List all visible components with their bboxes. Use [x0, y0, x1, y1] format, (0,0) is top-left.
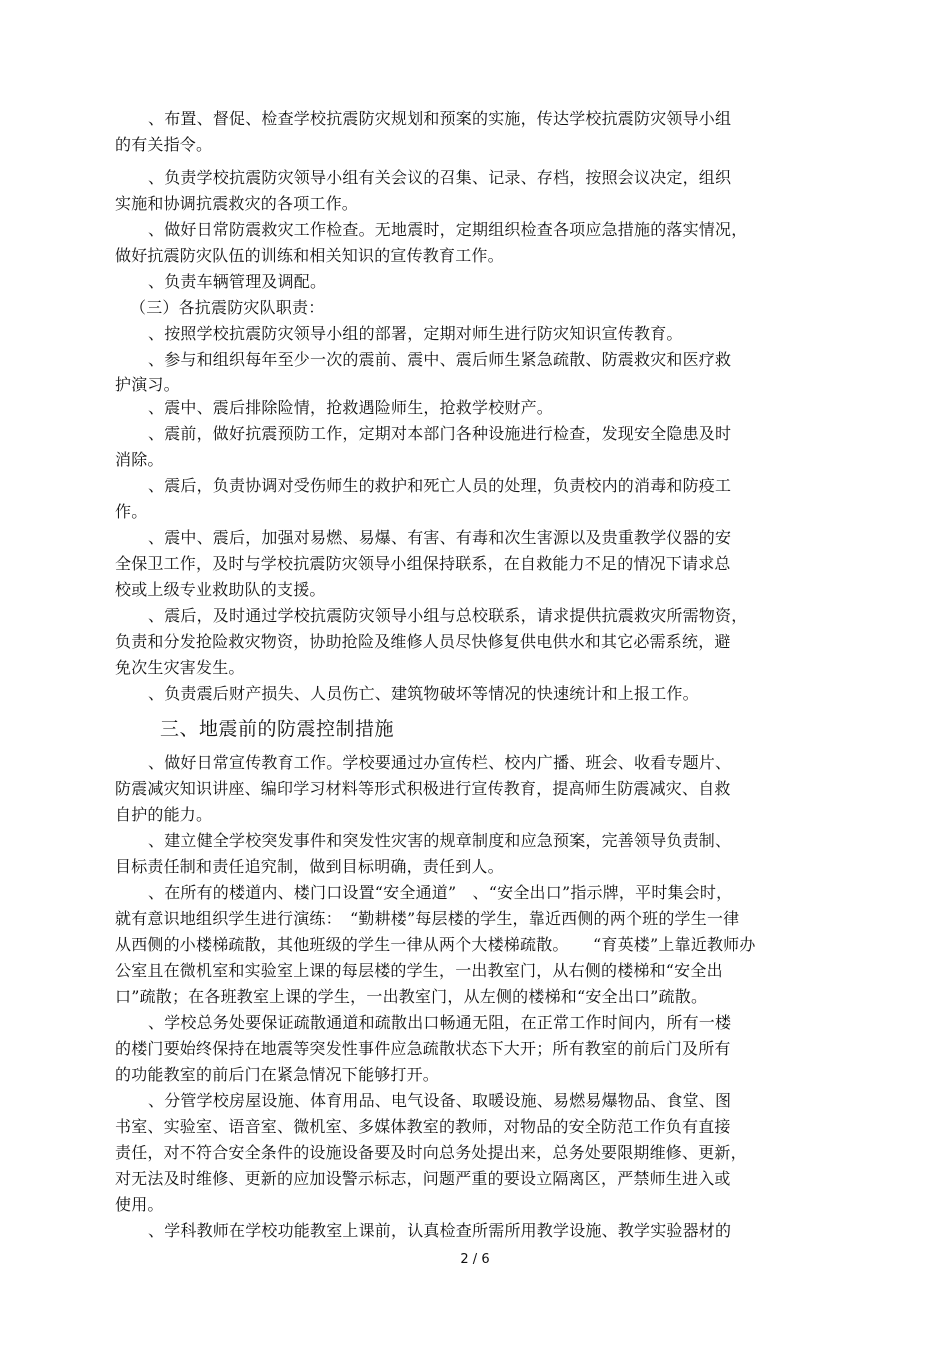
paragraph-line: 责任，对不符合安全条件的设施设备要及时向总务处提出来，总务处要限期维修、更新，	[115, 1143, 747, 1162]
paragraph-line: 、负责学校抗震防灾领导小组有关会议的召集、记录、存档，按照会议决定，组织	[148, 168, 732, 187]
paragraph-line: 、做好日常宣传教育工作。学校要通过办宣传栏、校内广播、班会、收看专题片、	[148, 753, 732, 772]
paragraph-line: 的有关指令。	[115, 135, 213, 154]
paragraph-line: 公室且在微机室和实验室上课的每层楼的学生，一出教室门，从右侧的楼梯和“安全出	[115, 961, 723, 980]
paragraph-line: 、震中、震后排除险情，抢救遇险师生，抢救学校财产。	[148, 398, 554, 417]
subsection-heading: （三）各抗震防灾队职责：	[130, 298, 325, 317]
paragraph-line: 、分管学校房屋设施、体育用品、电气设备、取暖设施、易燃易爆物品、食堂、图	[148, 1091, 732, 1110]
paragraph-line: 实施和协调抗震救灾的各项工作。	[115, 194, 359, 213]
paragraph-line: 就有意识地组织学生进行演练： “勤耕楼”每层楼的学生，靠近西侧的两个班的学生一律	[115, 909, 740, 928]
paragraph-line: 使用。	[115, 1195, 164, 1214]
paragraph-line: 的功能教室的前后门在紧急情况下能够打开。	[115, 1065, 440, 1084]
paragraph-line: 目标责任制和责任追究制，做到目标明确，责任到人。	[115, 857, 504, 876]
paragraph-line: 、震前，做好抗震预防工作，定期对本部门各种设施进行检查，发现安全隐患及时	[148, 424, 732, 443]
paragraph-line: 从西侧的小楼梯疏散，其他班级的学生一律从两个大楼梯疏散。 “育英楼”上靠近教师办	[115, 935, 756, 954]
paragraph-line: 、参与和组织每年至少一次的震前、震中、震后师生紧急疏散、防震救灾和医疗救	[148, 350, 732, 369]
paragraph-line: 、在所有的楼道内、楼门口设置“安全通道” 、“安全出口”指示牌，平时集会时，	[148, 883, 733, 902]
paragraph-line: 、建立健全学校突发事件和突发性灾害的规章制度和应急预案，完善领导负责制、	[148, 831, 732, 850]
paragraph-line: 作。	[115, 502, 148, 521]
paragraph-line: 、负责震后财产损失、人员伤亡、建筑物破坏等情况的快速统计和上报工作。	[148, 684, 699, 703]
paragraph-line: 、震后，及时通过学校抗震防灾领导小组与总校联系，请求提供抗震救灾所需物资，	[148, 606, 748, 625]
paragraph-line: 消除。	[115, 450, 164, 469]
paragraph-line: 、做好日常防震救灾工作检查。无地震时，定期组织检查各项应急措施的落实情况，	[148, 220, 748, 239]
paragraph-line: 对无法及时维修、更新的应加设警示标志，问题严重的要设立隔离区，严禁师生进入或	[115, 1169, 731, 1188]
paragraph-line: 、学校总务处要保证疏散通道和疏散出口畅通无阻，在正常工作时间内，所有一楼	[148, 1013, 732, 1032]
paragraph-line: 、布置、督促、检查学校抗震防灾规划和预案的实施，传达学校抗震防灾领导小组	[148, 109, 732, 128]
paragraph-line: 书室、实验室、语音室、微机室、多媒体教室的教师，对物品的安全防范工作负有直接	[115, 1117, 731, 1136]
paragraph-line: 护演习。	[115, 375, 180, 394]
paragraph-line: 、震后，负责协调对受伤师生的救护和死亡人员的处理，负责校内的消毒和防疫工	[148, 476, 732, 495]
paragraph-line: 自护的能力。	[115, 805, 213, 824]
paragraph-line: 、震中、震后，加强对易燃、易爆、有害、有毒和次生害源以及贵重教学仪器的安	[148, 528, 732, 547]
paragraph-line: 全保卫工作，及时与学校抗震防灾领导小组保持联系，在自救能力不足的情况下请求总	[115, 554, 731, 573]
paragraph-line: 、学科教师在学校功能教室上课前，认真检查所需所用教学设施、教学实验器材的	[148, 1221, 732, 1240]
page-number: 2 / 6	[460, 1252, 490, 1267]
paragraph-line: 的楼门要始终保持在地震等突发性事件应急疏散状态下大开；所有教室的前后门及所有	[115, 1039, 731, 1058]
paragraph-line: 、负责车辆管理及调配。	[148, 272, 327, 291]
paragraph-line: 负责和分发抢险救灾物资，协助抢险及维修人员尽快修复供电供水和其它必需系统，避	[115, 632, 731, 651]
paragraph-line: 做好抗震防灾队伍的训练和相关知识的宣传教育工作。	[115, 246, 504, 265]
paragraph-line: 校或上级专业救助队的支援。	[115, 580, 326, 599]
paragraph-line: 免次生灾害发生。	[115, 658, 245, 677]
paragraph-line: 、按照学校抗震防灾领导小组的部署，定期对师生进行防灾知识宣传教育。	[148, 324, 683, 343]
paragraph-line: 口”疏散；在各班教室上课的学生，一出教室门，从左侧的楼梯和“安全出口”疏散。	[115, 987, 708, 1006]
section-heading: 三、地震前的防震控制措施	[160, 718, 395, 740]
paragraph-line: 防震减灾知识讲座、编印学习材料等形式积极进行宣传教育，提高师生防震减灾、自救	[115, 779, 731, 798]
